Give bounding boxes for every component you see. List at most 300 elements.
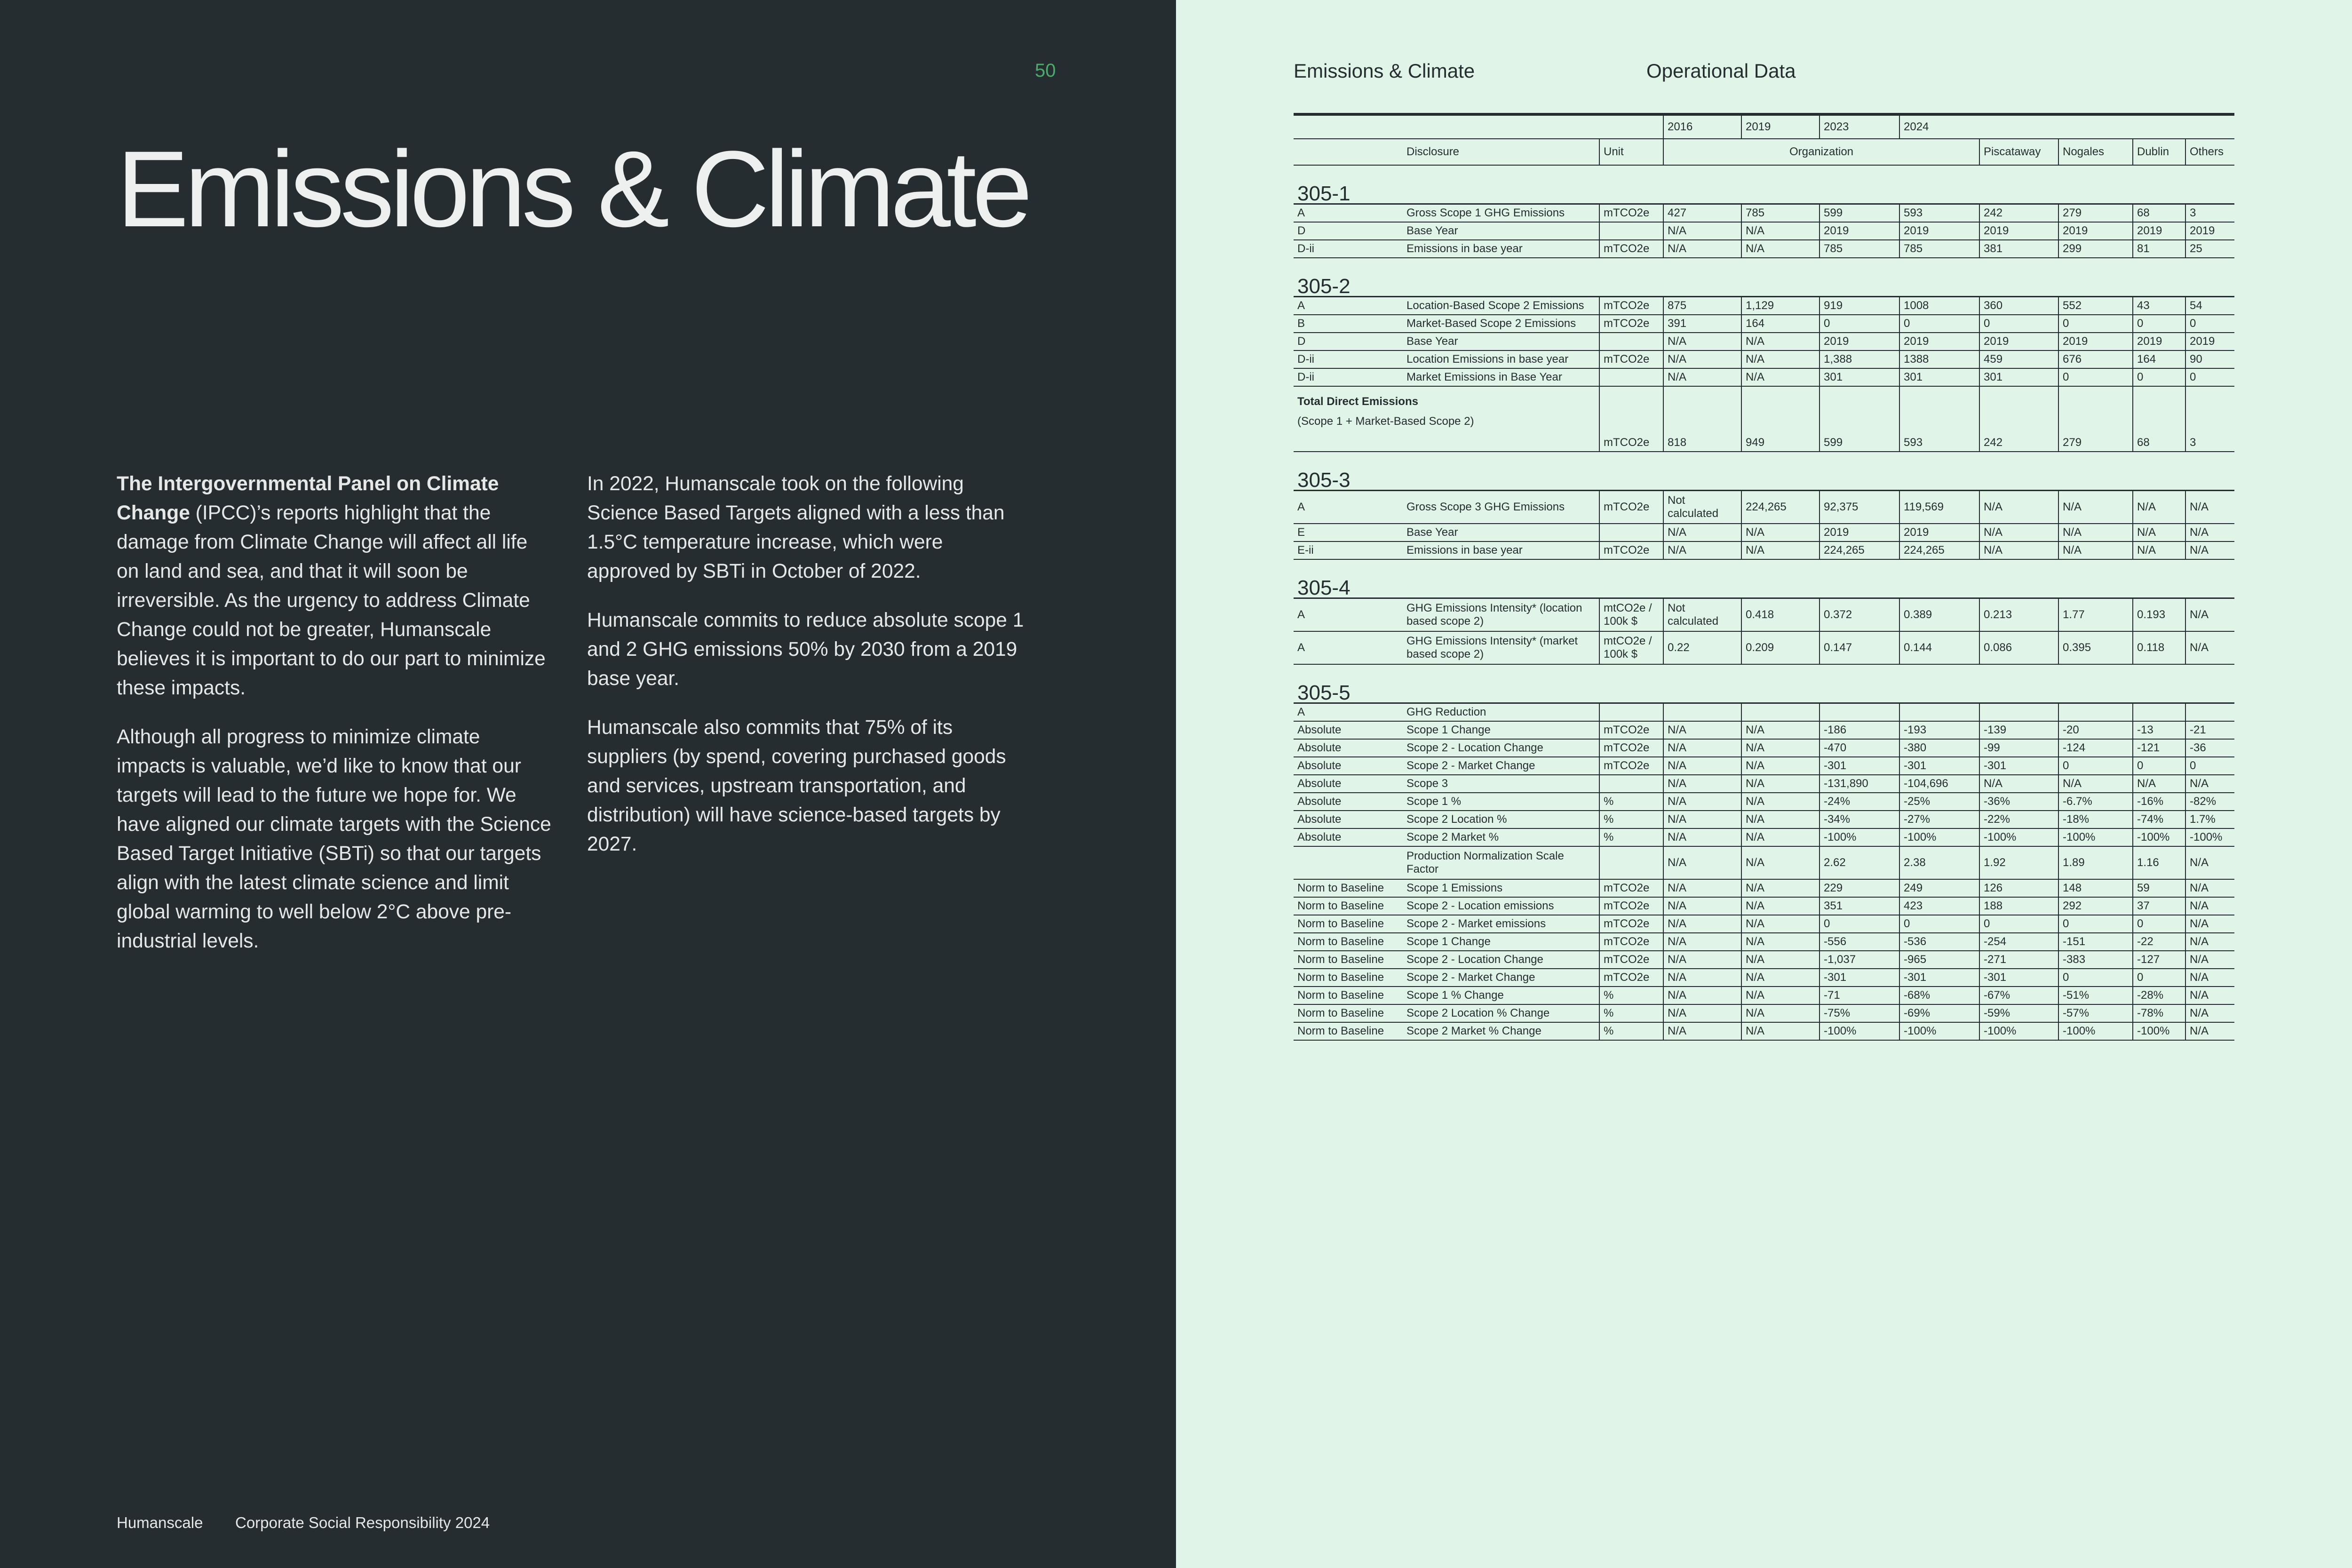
row-code: Norm to Baseline [1294,951,1403,969]
row-unit: % [1599,1022,1663,1040]
row-unit: mTCO2e [1599,315,1663,333]
section-row [1294,664,2234,703]
value-cell: 459 [1979,350,2058,368]
value-cell: 0 [2185,315,2234,333]
value-cell: 2019 [1899,333,1979,350]
total-label [1294,386,1599,452]
value-cell: 279 [2058,204,2133,223]
ipcc-rest: (IPCC)’s reports highlight that the damage from Climate Change will affect all life on land and sea, and that it will soon be irreversible. As the urgency to address Climate Change could not be greater, Humanscale believes it is important to do our part to minimize these impacts. [117,502,546,699]
row-code: A [1294,297,1403,315]
value-cell: 381 [1979,240,2058,258]
row-unit: mTCO2e [1599,933,1663,951]
value-cell: 1,388 [1820,350,1899,368]
row-code: E [1294,524,1403,541]
row-label: Scope 2 - Location Change [1403,739,1599,757]
value-cell: N/A [2185,951,2234,969]
value-cell: -67% [1979,987,2058,1004]
value-cell: -124 [2058,739,2133,757]
value-cell: 785 [1820,240,1899,258]
value-cell: 0 [1899,915,1979,933]
value-cell: N/A [2185,1004,2234,1022]
value-cell: 0 [2058,969,2133,987]
value-cell: N/A [2133,541,2185,559]
value-cell: 0.086 [1979,631,2058,664]
header-others: Others [2185,139,2234,165]
value-cell: 2019 [1820,333,1899,350]
value-cell: -75% [1820,1004,1899,1022]
section-title: Emissions & Climate [1294,60,1475,82]
paragraph-sbti: Although all progress to minimize climate impacts is valuable, we’d like to know that our targets will lead to the future we hope for. We have aligned our climate targets with the Science Based Target Initiative (SBTi) so that our targets align with the latest climate science and limit global warming to well below 2°C above pre-industrial levels. [117,726,551,952]
value-cell: N/A [1663,524,1741,541]
section-heading: 305-1 [1294,165,2234,204]
table-row [1294,775,2234,793]
value-cell: 2.62 [1820,846,1899,879]
row-code: A [1294,204,1403,223]
value-cell: -100% [1820,828,1899,846]
value-cell: 0 [1820,315,1899,333]
value-cell: -193 [1899,721,1979,739]
value-cell: -22 [2133,933,2185,951]
value-cell: N/A [2185,915,2234,933]
value-cell: N/A [2058,541,2133,559]
value-cell: 599 [1820,204,1899,223]
value-cell: 1.16 [2133,846,2185,879]
value-cell: -139 [1979,721,2058,739]
value-cell: 0 [1979,915,2058,933]
table-row [1294,368,2234,386]
value-cell: 229 [1820,879,1899,897]
value-cell: N/A [1979,775,2058,793]
value-cell: N/A [1741,721,1820,739]
value-cell: N/A [1663,987,1741,1004]
value-cell: N/A [1663,828,1741,846]
total-value: 599 [1820,386,1899,452]
row-code: A [1294,703,1403,722]
section-heading: 305-5 [1294,664,2234,703]
value-cell: 0.372 [1820,598,1899,632]
value-cell: N/A [2185,598,2234,632]
row-code: Absolute [1294,757,1403,775]
value-cell: -100% [1820,1022,1899,1040]
row-label: Location-Based Scope 2 Emissions [1403,297,1599,315]
row-label: Emissions in base year [1403,541,1599,559]
value-cell: -71 [1820,987,1899,1004]
row-label: Scope 2 - Market emissions [1403,915,1599,933]
value-cell: -131,890 [1820,775,1899,793]
value-cell: 224,265 [1899,541,1979,559]
value-cell [2185,703,2234,722]
value-cell [2058,703,2133,722]
value-cell: 1388 [1899,350,1979,368]
row-unit: mTCO2e [1599,915,1663,933]
value-cell: -69% [1899,1004,1979,1022]
value-cell: N/A [1663,969,1741,987]
value-cell: N/A [1663,333,1741,350]
value-cell: 164 [2133,350,2185,368]
value-cell: -22% [1979,811,2058,828]
row-unit: mTCO2e [1599,969,1663,987]
value-cell: N/A [1741,915,1820,933]
table-row [1294,333,2234,350]
value-cell: N/A [1663,897,1741,915]
value-cell: -121 [2133,739,2185,757]
value-cell: -104,696 [1899,775,1979,793]
row-label: Scope 1 Emissions [1403,879,1599,897]
value-cell: 299 [2058,240,2133,258]
row-unit [1599,368,1663,386]
value-cell: N/A [2185,541,2234,559]
row-label: Base Year [1403,524,1599,541]
row-code [1294,846,1403,879]
value-cell: N/A [1741,951,1820,969]
value-cell: 224,265 [1741,491,1820,524]
row-label: Emissions in base year [1403,240,1599,258]
row-unit: mTCO2e [1599,350,1663,368]
value-cell: 0.118 [2133,631,2185,664]
row-label: Scope 2 Market % Change [1403,1022,1599,1040]
section-heading: 305-3 [1294,452,2234,491]
value-cell: 0.209 [1741,631,1820,664]
value-cell: 2019 [2058,333,2133,350]
value-cell: -271 [1979,951,2058,969]
value-cell: 2019 [2133,222,2185,240]
footer-brand: Humanscale [117,1514,203,1531]
total-label-line-1: Total Direct Emissions [1297,395,1418,408]
row-label: Location Emissions in base year [1403,350,1599,368]
value-cell: 2019 [2058,222,2133,240]
value-cell: N/A [1741,879,1820,897]
value-cell: -100% [2185,828,2234,846]
value-cell: 54 [2185,297,2234,315]
table-row [1294,541,2234,559]
value-cell: N/A [2185,897,2234,915]
value-cell: N/A [1741,524,1820,541]
value-cell: -301 [1979,757,2058,775]
row-label: Scope 1 Change [1403,933,1599,951]
value-cell: 0 [2058,315,2133,333]
row-code: D-ii [1294,350,1403,368]
value-cell: N/A [2185,1022,2234,1040]
value-cell: N/A [2058,775,2133,793]
value-cell: -301 [1820,757,1899,775]
value-cell: -100% [2058,828,2133,846]
value-cell: N/A [1741,811,1820,828]
value-cell: N/A [1663,757,1741,775]
row-unit: mTCO2e [1599,491,1663,524]
row-label: Base Year [1403,333,1599,350]
value-cell: 1,129 [1741,297,1820,315]
header-nogales: Nogales [2058,139,2133,165]
row-unit: mTCO2e [1599,240,1663,258]
year-2023: 2023 [1820,116,1899,139]
value-cell: N/A [1741,222,1820,240]
row-code: Norm to Baseline [1294,933,1403,951]
value-cell: 0 [2185,757,2234,775]
row-code: D [1294,222,1403,240]
value-cell: -100% [1979,1022,2058,1040]
row-code: Norm to Baseline [1294,969,1403,987]
value-cell: 0 [2058,757,2133,775]
value-cell: 676 [2058,350,2133,368]
table-row [1294,828,2234,846]
value-cell: 0.395 [2058,631,2133,664]
row-unit [1599,775,1663,793]
value-cell: N/A [1741,541,1820,559]
table-row [1294,793,2234,811]
section-heading: 305-4 [1294,559,2234,598]
row-label: Production Normalization Scale Factor [1403,846,1599,879]
section-row [1294,452,2234,491]
value-cell: N/A [2185,879,2234,897]
row-code: Absolute [1294,721,1403,739]
value-cell: 0.144 [1899,631,1979,664]
total-direct-emissions-row [1294,386,2234,452]
row-unit: mTCO2e [1599,897,1663,915]
column-header-row [1294,139,2234,165]
value-cell: -28% [2133,987,2185,1004]
intro-column-2 [587,470,1025,879]
total-label-line-2: (Scope 1 + Market-Based Scope 2) [1297,415,1474,428]
row-code: Norm to Baseline [1294,1022,1403,1040]
value-cell: 301 [1820,368,1899,386]
paragraph-ipcc [117,470,554,703]
value-cell: -1,037 [1820,951,1899,969]
value-cell: N/A [2185,969,2234,987]
value-cell: 2019 [2133,333,2185,350]
value-cell: N/A [1663,793,1741,811]
value-cell: 0 [1979,315,2058,333]
value-cell: N/A [1663,846,1741,879]
emissions-table [1294,116,2234,1041]
row-label: GHG Reduction [1403,703,1599,722]
value-cell: 1.92 [1979,846,2058,879]
section-row [1294,559,2234,598]
table-row [1294,739,2234,757]
section-row [1294,258,2234,297]
value-cell: 0.418 [1741,598,1820,632]
value-cell: 1.77 [2058,598,2133,632]
table-row [1294,1004,2234,1022]
value-cell: 2019 [1820,222,1899,240]
row-label: Scope 2 - Location emissions [1403,897,1599,915]
table-row [1294,240,2234,258]
value-cell: -100% [1899,1022,1979,1040]
row-unit [1599,524,1663,541]
value-cell: N/A [1741,933,1820,951]
value-cell: 785 [1741,204,1820,223]
value-cell: 37 [2133,897,2185,915]
paragraph-targets: In 2022, Humanscale took on the following Science Based Targets aligned with a less than 1.5°C temperature increase, which were approved by SBTi in October of 2022. [587,473,1005,582]
value-cell: 351 [1820,897,1899,915]
value-cell: -470 [1820,739,1899,757]
value-cell: -51% [2058,987,2133,1004]
value-cell: -34% [1820,811,1899,828]
value-cell: 2.38 [1899,846,1979,879]
value-cell: -100% [2058,1022,2133,1040]
value-cell: N/A [1741,987,1820,1004]
value-cell: N/A [2185,933,2234,951]
row-code: B [1294,315,1403,333]
row-label: GHG Emissions Intensity* (market based scope 2) [1403,631,1599,664]
row-unit [1599,846,1663,879]
value-cell: 0 [2133,969,2185,987]
value-cell: N/A [1741,1004,1820,1022]
row-label: Scope 2 - Market Change [1403,969,1599,987]
value-cell: 2019 [2185,333,2234,350]
table-row [1294,987,2234,1004]
value-cell: 0 [2058,915,2133,933]
value-cell: 90 [2185,350,2234,368]
table-row [1294,757,2234,775]
row-unit: mTCO2e [1599,541,1663,559]
table-row [1294,969,2234,987]
row-unit: % [1599,987,1663,1004]
row-unit [1599,222,1663,240]
value-cell: N/A [2058,491,2133,524]
row-code: Absolute [1294,828,1403,846]
value-cell: 0 [2058,368,2133,386]
value-cell: 785 [1899,240,1979,258]
value-cell: N/A [1663,915,1741,933]
section-subtitle: Operational Data [1646,60,1796,82]
row-label: Market-Based Scope 2 Emissions [1403,315,1599,333]
value-cell: -20 [2058,721,2133,739]
row-label: Scope 2 - Location Change [1403,951,1599,969]
total-value: 3 [2185,386,2234,452]
value-cell: -25% [1899,793,1979,811]
row-label: Gross Scope 3 GHG Emissions [1403,491,1599,524]
row-unit: mTCO2e [1599,879,1663,897]
value-cell: -78% [2133,1004,2185,1022]
value-cell: 2019 [1899,222,1979,240]
table-row [1294,350,2234,368]
value-cell: -59% [1979,1004,2058,1022]
value-cell: N/A [1741,1022,1820,1040]
value-cell: Not calculated [1663,491,1741,524]
value-cell: N/A [1741,846,1820,879]
row-code: Absolute [1294,775,1403,793]
value-cell: N/A [1741,828,1820,846]
ipcc-bold: The Intergovernmental Panel on Climate Change [117,473,499,524]
table-row [1294,524,2234,541]
value-cell: N/A [2185,524,2234,541]
total-value: 818 [1663,386,1741,452]
value-cell: 1008 [1899,297,1979,315]
value-cell: 68 [2133,204,2185,223]
header-organization: Organization [1663,139,1979,165]
value-cell: 301 [1899,368,1979,386]
row-unit: % [1599,793,1663,811]
value-cell: 0 [2185,368,2234,386]
value-cell: N/A [1663,933,1741,951]
value-cell: 2019 [1979,222,2058,240]
value-cell: 3 [2185,204,2234,223]
total-value: 593 [1899,386,1979,452]
value-cell: N/A [1663,1004,1741,1022]
value-cell: -383 [2058,951,2133,969]
paragraph-supplier-commit: Humanscale also commits that 75% of its suppliers (by spend, covering purchased goods and services, upstream transportation, and distribution) will have science-based targets by 2027. [587,716,1006,855]
row-code: A [1294,598,1403,632]
value-cell: 2019 [2185,222,2234,240]
value-cell: N/A [1741,793,1820,811]
total-value: 68 [2133,386,2185,452]
value-cell: 593 [1899,204,1979,223]
page-number: 50 [1035,60,1056,81]
row-code: Norm to Baseline [1294,987,1403,1004]
value-cell: 0.213 [1979,598,2058,632]
total-unit: mTCO2e [1599,386,1663,452]
value-cell: 0 [2133,315,2185,333]
value-cell: 164 [1741,315,1820,333]
value-cell: -301 [1979,969,2058,987]
value-cell: 2019 [1820,524,1899,541]
table-row [1294,879,2234,897]
value-cell: N/A [1979,524,2058,541]
value-cell: -36 [2185,739,2234,757]
row-code: Absolute [1294,739,1403,757]
value-cell: 224,265 [1820,541,1899,559]
row-label: Scope 1 % Change [1403,987,1599,1004]
value-cell: 427 [1663,204,1741,223]
section-row [1294,165,2234,204]
value-cell: 0 [2133,915,2185,933]
value-cell: 0 [1899,315,1979,333]
value-cell: 0.147 [1820,631,1899,664]
header-disclosure: Disclosure [1403,139,1599,165]
row-label: Scope 1 % [1403,793,1599,811]
value-cell: -100% [1899,828,1979,846]
table-row [1294,951,2234,969]
value-cell: N/A [1741,969,1820,987]
value-cell: -151 [2058,933,2133,951]
value-cell: N/A [1663,222,1741,240]
value-cell: N/A [2185,631,2234,664]
value-cell: Not calculated [1663,598,1741,632]
year-header-row [1294,116,2234,139]
row-label: Scope 2 Location % [1403,811,1599,828]
value-cell: N/A [1663,879,1741,897]
value-cell: N/A [2133,491,2185,524]
row-label: Scope 2 Location % Change [1403,1004,1599,1022]
value-cell: 301 [1979,368,2058,386]
value-cell: N/A [1663,951,1741,969]
header-dublin: Dublin [2133,139,2185,165]
year-2019: 2019 [1741,116,1820,139]
emissions-table-wrapper [1294,113,2234,1041]
value-cell: 1.7% [2185,811,2234,828]
row-code: Norm to Baseline [1294,897,1403,915]
total-value: 949 [1741,386,1820,452]
value-cell: -24% [1820,793,1899,811]
value-cell [2133,703,2185,722]
row-label: Scope 2 - Market Change [1403,757,1599,775]
value-cell: N/A [1663,811,1741,828]
value-cell: 81 [2133,240,2185,258]
value-cell: N/A [2133,524,2185,541]
row-unit [1599,333,1663,350]
value-cell: -68% [1899,987,1979,1004]
value-cell: N/A [1741,333,1820,350]
value-cell: -36% [1979,793,2058,811]
page-title: Emissions & Climate [117,128,1028,249]
value-cell: 2019 [1899,524,1979,541]
table-row [1294,1022,2234,1040]
value-cell: -99 [1979,739,2058,757]
value-cell: 552 [2058,297,2133,315]
value-cell [1741,703,1820,722]
value-cell: 119,569 [1899,491,1979,524]
value-cell: N/A [2185,491,2234,524]
